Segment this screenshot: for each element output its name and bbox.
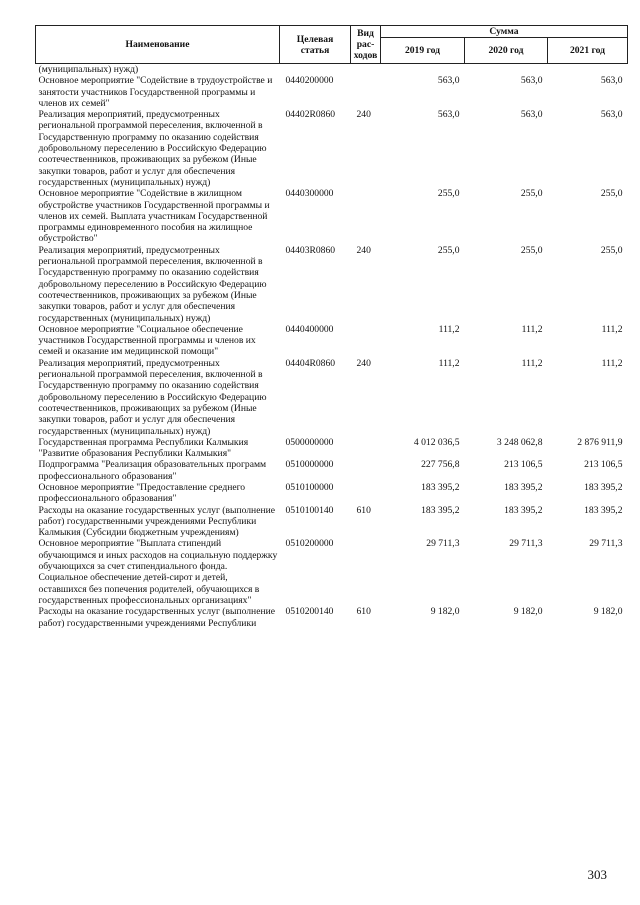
row-2021: 255,0	[600, 244, 623, 256]
row-name: Реализация мероприятий, предусмотренных региональной программой переселения, включенной в Государственную программу по оказанию содействия добровольному переселению в Российскую Федерацию соотечественников, проживающих за рубежом (Иные закупки товаров, работ и услуг для обеспечения государственных (муниципальных) нужд)	[38, 357, 267, 437]
table-row	[36, 505, 628, 539]
row-2021: 183 395,2	[584, 481, 623, 493]
header-sum: Сумма	[381, 26, 628, 38]
header-year-2020: 2020 год	[465, 38, 548, 64]
table-row	[36, 459, 628, 482]
row-2021: 2 876 911,9	[577, 436, 623, 448]
row-2021: 183 395,2	[584, 504, 623, 516]
row-name: Расходы на оказание государственных услуг (выполнение работ) государственными учреждениями Республики Калмыкия (Субсидии бюджетным учреждениям)	[38, 504, 275, 539]
row-2019: 183 395,2	[421, 504, 460, 516]
row-2020: 563,0	[520, 75, 543, 87]
row-name: Основное мероприятие "Содействие в жилищном обустройстве участников Государственной программы и членов их семей. Выплата участникам Государственной программы единовременного пособия на жилищное обустройство"	[38, 188, 270, 245]
row-code	[280, 64, 351, 76]
row-code: 0510200000	[285, 538, 334, 550]
row-2019: 255,0	[437, 244, 460, 256]
row-code: 0500000000	[285, 436, 334, 448]
row-type	[351, 188, 381, 244]
row-2021: 9 182,0	[593, 606, 623, 618]
row-2021: 111,2	[601, 357, 623, 369]
row-2019: 111,2	[438, 323, 460, 335]
row-name: Основное мероприятие "Содействие в трудоустройстве и занятости участников Государственной программы и членов их семей"	[38, 75, 273, 109]
row-2019: 255,0	[437, 188, 460, 200]
table-row	[36, 437, 628, 460]
row-2021: 29 711,3	[589, 538, 623, 550]
header-year-2019: 2019 год	[381, 38, 465, 64]
row-name: Расходы на оказание государственных услуг (выполнение работ) государственными учреждениями Республики	[38, 606, 275, 629]
header-target-article: Целевая статья	[280, 26, 351, 64]
row-type: 240	[356, 244, 371, 256]
row-type	[351, 75, 381, 109]
row-type: 240	[356, 109, 371, 121]
row-code: 04404R0860	[285, 357, 336, 369]
row-2020	[465, 64, 548, 76]
row-type	[351, 459, 381, 482]
row-name: Подпрограмма "Реализация образовательных программ профессионального образования"	[38, 459, 267, 482]
row-2019: 29 711,3	[426, 538, 460, 550]
header-year-2021: 2021 год	[548, 38, 628, 64]
row-2020: 563,0	[520, 109, 543, 121]
row-2020: 29 711,3	[509, 538, 543, 550]
row-2019: 563,0	[437, 109, 460, 121]
row-name: Реализация мероприятий, предусмотренных региональной программой переселения, включенной в Государственную программу по оказанию содействия добровольному переселению в Российскую Федерацию соотечественников, проживающих за рубежом (Иные закупки товаров, работ и услуг для обеспечения государственных (муниципальных) нужд)	[38, 244, 267, 324]
row-2020: 111,2	[521, 357, 543, 369]
row-2020: 3 248 062,8	[496, 436, 543, 448]
row-2020: 213 106,5	[504, 459, 543, 471]
row-2020: 183 395,2	[504, 504, 543, 516]
row-code: 0510100000	[285, 481, 334, 493]
row-code: 04403R0860	[285, 244, 336, 256]
row-code: 0440200000	[285, 75, 334, 87]
row-name: Реализация мероприятий, предусмотренных региональной программой переселения, включенной в Государственную программу по оказанию содействия добровольному переселению в Российскую Федерацию соотечественников, проживающих за рубежом (Иные закупки товаров, работ и услуг для обеспечения государственных (муниципальных) нужд)	[38, 109, 267, 188]
row-2019: 4 012 036,5	[413, 436, 460, 448]
row-name: (муниципальных) нужд)	[38, 64, 139, 75]
row-2020: 9 182,0	[513, 606, 543, 618]
row-name: Основное мероприятие "Социальное обеспечение участников Государственной программы и членов их семей и оказание им медицинской помощи"	[38, 323, 256, 358]
table-row	[36, 75, 628, 109]
row-2021: 563,0	[600, 109, 623, 121]
row-name: Государственная программа Республики Калмыкия "Развитие образования Республики Калмыкия"	[38, 436, 249, 460]
row-type	[351, 538, 381, 606]
table-row	[36, 538, 628, 606]
table-row	[36, 482, 628, 505]
table-row	[36, 606, 628, 629]
table-row	[36, 324, 628, 358]
header-expense-type: Вид рас-ходов	[351, 26, 381, 64]
row-type	[351, 437, 381, 460]
table-row	[36, 109, 628, 188]
row-code: 0510000000	[285, 459, 334, 471]
header-name: Наименование	[36, 26, 280, 64]
row-type	[351, 64, 381, 76]
row-type	[351, 482, 381, 505]
row-type: 240	[356, 357, 371, 369]
row-type: 610	[356, 504, 371, 516]
row-2021: 255,0	[600, 188, 623, 200]
row-2019: 227 756,8	[421, 459, 460, 471]
row-2021: 111,2	[601, 323, 623, 335]
row-code: 0510100140	[285, 504, 334, 516]
row-type	[351, 324, 381, 358]
row-2020: 255,0	[520, 188, 543, 200]
row-code: 0510200140	[285, 606, 334, 618]
row-code: 04402R0860	[285, 109, 336, 121]
budget-table	[35, 25, 628, 629]
row-2019: 183 395,2	[421, 481, 460, 493]
table-row	[36, 358, 628, 437]
row-2019	[381, 64, 465, 76]
row-2021: 213 106,5	[584, 459, 623, 471]
table-row	[36, 188, 628, 244]
row-2020: 111,2	[521, 323, 543, 335]
row-2021: 563,0	[600, 75, 623, 87]
row-code: 0440300000	[285, 188, 334, 200]
row-2020: 183 395,2	[504, 481, 543, 493]
row-2019: 9 182,0	[430, 606, 460, 618]
row-name: Основное мероприятие "Выплата стипендий обучающимся и иных расходов на социальную поддержку обучающихся за счет стипендиального фонда. Социальное обеспечение детей-сирот и детей, оставшихся без попечения родителей, обучающихся в государственных профессиональных организациях"	[38, 538, 278, 606]
table-header	[36, 26, 628, 64]
row-name: Основное мероприятие "Предоставление среднего профессионального образования"	[38, 481, 246, 505]
row-2019: 563,0	[437, 75, 460, 87]
table-body	[36, 64, 628, 629]
table-row	[36, 64, 628, 76]
row-type: 610	[356, 606, 371, 618]
row-code: 0440400000	[285, 323, 334, 335]
row-2021	[548, 64, 628, 76]
row-2020: 255,0	[520, 244, 543, 256]
row-2019: 111,2	[438, 357, 460, 369]
page-number: 303	[587, 867, 607, 882]
table-row	[36, 245, 628, 324]
